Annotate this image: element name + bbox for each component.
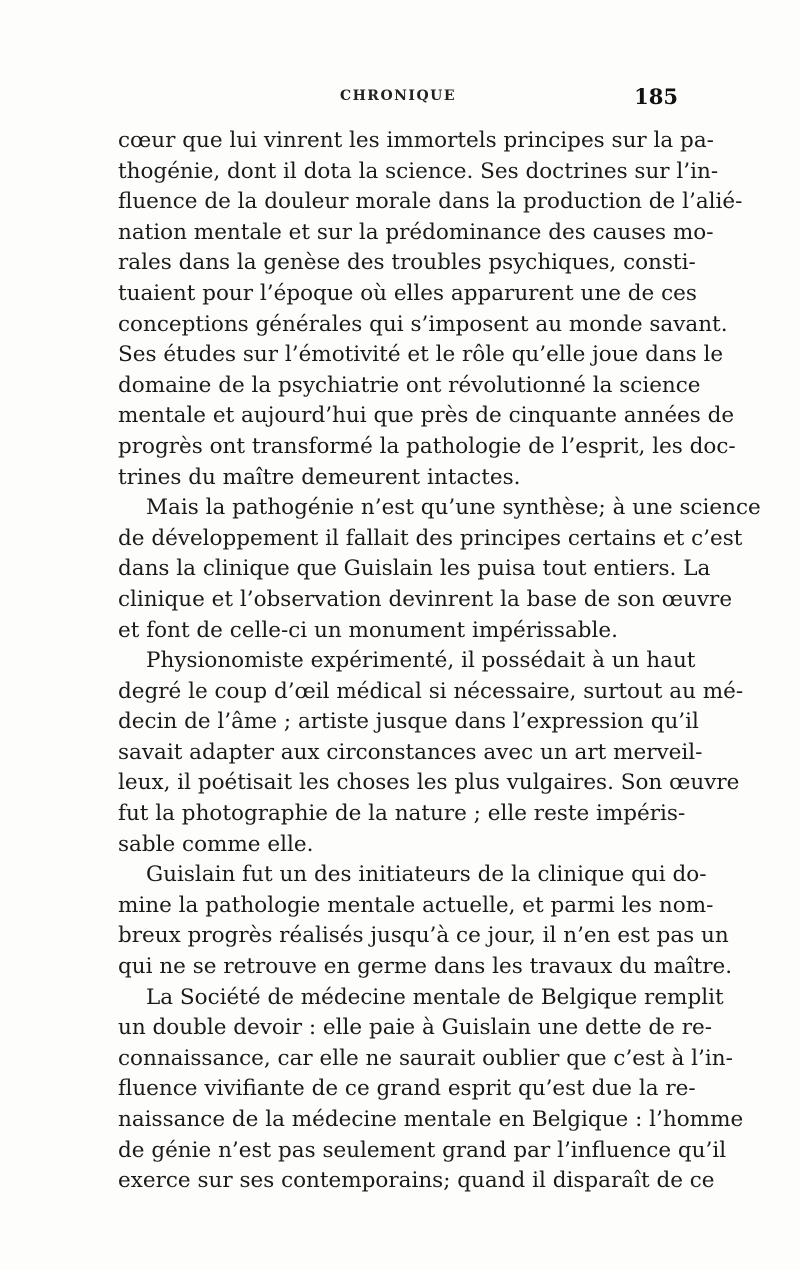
text-line: exerce sur ses contemporains; quand il disparaît de ce [118, 1168, 715, 1194]
text-line: fluence de la douleur morale dans la production de l’alié- [118, 189, 743, 215]
text-line: tuaient pour l’époque où elles apparurent une de ces [118, 280, 697, 306]
text-line: fut la photographie de la nature ; elle reste impéris- [118, 801, 686, 827]
text-line: degré le coup d’œil médical si nécessaire, surtout au mé- [118, 678, 744, 704]
text-line: de développement il fallait des principes certains et c’est [118, 525, 743, 551]
text-line: savait adapter aux circonstances avec un art merveil- [118, 739, 703, 765]
text-line: La Société de médecine mentale de Belgique remplit [146, 984, 724, 1010]
text-line: domaine de la psychiatrie ont révolutionné la science [118, 372, 701, 398]
text-line: thogénie, dont il dota la science. Ses doctrines sur l’in- [118, 158, 719, 184]
text-line: mentale et aujourd’hui que près de cinquante années de [118, 403, 735, 429]
text-line: fluence vivifiante de ce grand esprit qu’est due la re- [118, 1076, 696, 1102]
text-line: sable comme elle. [118, 831, 314, 857]
running-title: CHRONIQUE [339, 88, 457, 104]
text-line: clinique et l’observation devinrent la base de son œuvre [118, 586, 733, 612]
text-line: qui ne se retrouve en germe dans les travaux du maître. [118, 954, 733, 980]
text-line: nation mentale et sur la prédominance des causes mo- [118, 219, 714, 245]
text-line: et font de celle-ci un monument impérissable. [118, 617, 618, 643]
text-line: conceptions générales qui s’imposent au monde savant. [118, 311, 728, 337]
text-line: Physionomiste expérimenté, il possédait à un haut [146, 648, 696, 674]
text-line: de génie n’est pas seulement grand par l’influence qu’il [118, 1137, 727, 1163]
text-line: trines du maître demeurent intactes. [118, 464, 521, 490]
text-line: progrès ont transformé la pathologie de l’esprit, les doc- [118, 433, 736, 459]
text-line: un double devoir : elle paie à Guislain une dette de re- [118, 1015, 712, 1041]
text-line: breux progrès réalisés jusqu’à ce jour, il n’en est pas un [118, 923, 729, 949]
text-line: decin de l’âme ; artiste jusque dans l’expression qu’il [118, 709, 699, 735]
text-line: leux, il poétisait les choses les plus vulgaires. Son œuvre [118, 770, 740, 796]
text-line: cœur que lui vinrent les immortels principes sur la pa- [118, 128, 714, 153]
body-text [118, 126, 761, 1197]
text-line: naissance de la médecine mentale en Belgique : l’homme [118, 1107, 744, 1132]
text-line: rales dans la genèse des troubles psychiques, consti- [118, 250, 696, 276]
text-line: dans la clinique que Guislain les puisa tout entiers. La [118, 556, 711, 582]
text-line: Mais la pathogénie n’est qu’une synthèse; à une science [146, 495, 761, 521]
text-line: Guislain fut un des initiateurs de la clinique qui do- [146, 862, 707, 888]
running-head [118, 84, 678, 112]
text-line: Ses études sur l’émotivité et le rôle qu’elle joue dans le [118, 342, 724, 368]
text-line: connaissance, car elle ne saurait oublier que c’est à l’in- [118, 1045, 733, 1071]
page-number: 185 [634, 84, 678, 109]
text-line: mine la pathologie mentale actuelle, et parmi les nom- [118, 892, 714, 918]
